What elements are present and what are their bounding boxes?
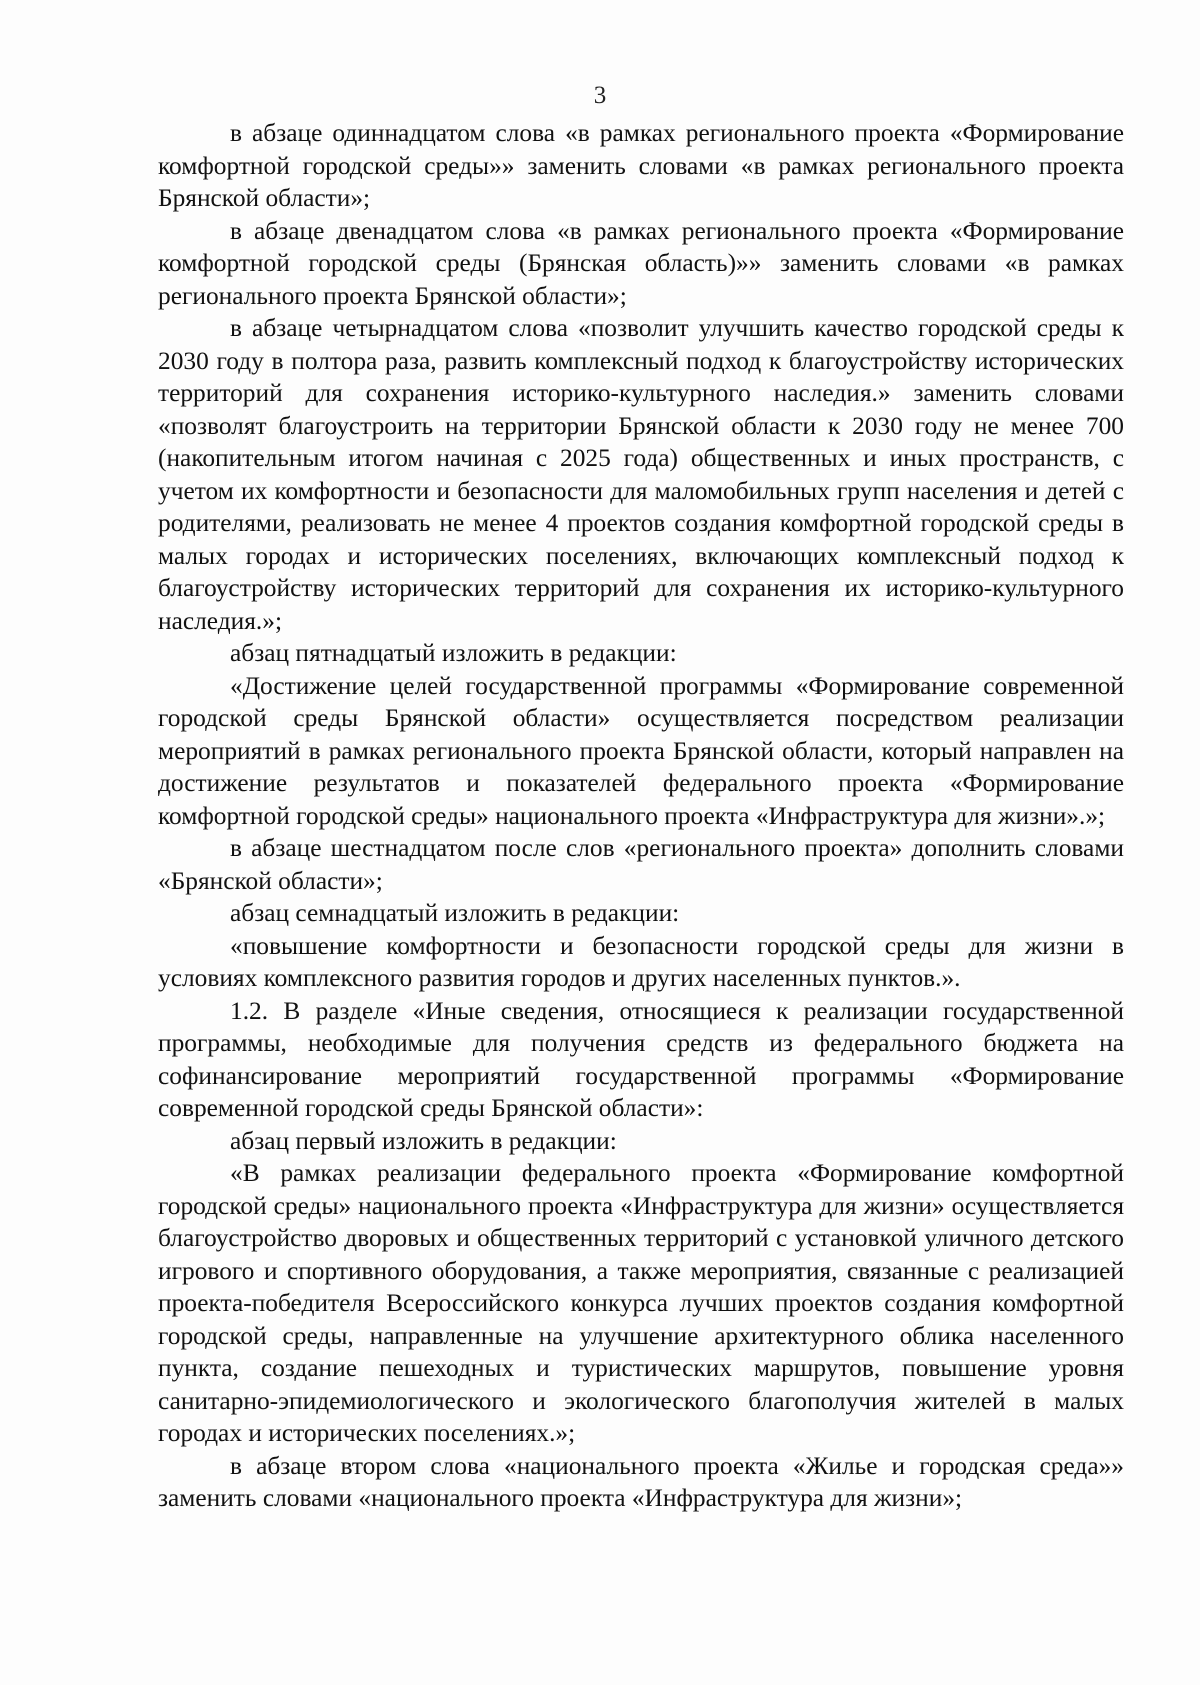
paragraph-9: 1.2. В разделе «Иные сведения, относящиеся к реализации государственной программы, необходимые для получения средств из федерального бюджета на софинансирование мероприятий государственной программы «Формирование современной городской среды Брянской области»: [158, 996, 1124, 1122]
paragraph-2: в абзаце двенадцатом слова «в рамках регионального проекта «Формирование комфортной городской среды (Брянская область)»» заменить словами «в рамках регионального проекта Брянской области»; [158, 216, 1124, 310]
paragraph-6: в абзаце шестнадцатом после слов «регионального проекта» дополнить словами «Брянской области»; [158, 834, 1124, 895]
paragraph-7: абзац семнадцатый изложить в редакции: [230, 899, 680, 927]
paragraph-8: «повышение комфортности и безопасности городской среды для жизни в условиях комплексного развития городов и других населенных пунктов.». [158, 931, 1124, 992]
paragraph-12: в абзаце втором слова «национального проекта «Жилье и городская среда»» заменить словами «национального проекта «Инфраструктура для жизни»; [158, 1451, 1124, 1512]
paragraph-5: «Достижение целей государственной программы «Формирование современной городской среды Брянской области» осуществляется посредством реализации мероприятий в рамках регионального проекта Брянской области, который направлен на достижение результатов и показателей федерального проекта «Формирование комфортной городской среды» национального проекта «Инфраструктура для жизни».»; [158, 671, 1124, 830]
document-body [158, 117, 1124, 1515]
paragraph-3: в абзаце четырнадцатом слова «позволит улучшить качество городской среды к 2030 году в полтора раза, развить комплексный подход к благоустройству исторических территорий для сохранения историко-культурного наследия.» заменить словами «позволят благоустроить на территории Брянской области к 2030 году не менее 700 (накопительным итогом начиная с 2025 года) общественных и иных пространств, с учетом их комфортности и безопасности для маломобильных групп населения и детей с родителями, реализовать не менее 4 проектов создания комфортной городской среды в малых городах и исторических поселениях, включающих комплексный подход к благоустройству исторических территорий для сохранения их историко-культурного наследия.»; [158, 314, 1124, 635]
paragraph-10: абзац первый изложить в редакции: [230, 1126, 617, 1155]
paragraph-11: «В рамках реализации федерального проекта «Формирование комфортной городской среды» национального проекта «Инфраструктура для жизни» осуществляется благоустройство дворовых и общественных территорий с установкой уличного детского игрового и спортивного оборудования, а также мероприятия, связанные с реализацией проекта-победителя Всероссийского конкурса лучших проектов создания комфортной городской среды, направленные на улучшение архитектурного облика населенного пункта, создание пешеходных и туристических маршрутов, повышение уровня санитарно-эпидемиологического и экологического благополучия жителей в малых городах и исторических поселениях.»; [158, 1159, 1124, 1447]
paragraph-1: в абзаце одиннадцатом слова «в рамках регионального проекта «Формирование комфортной городской среды»» заменить словами «в рамках регионального проекта Брянской области»; [158, 119, 1124, 212]
paragraph-4: абзац пятнадцатый изложить в редакции: [230, 639, 677, 667]
page-number: 3 [593, 82, 607, 109]
